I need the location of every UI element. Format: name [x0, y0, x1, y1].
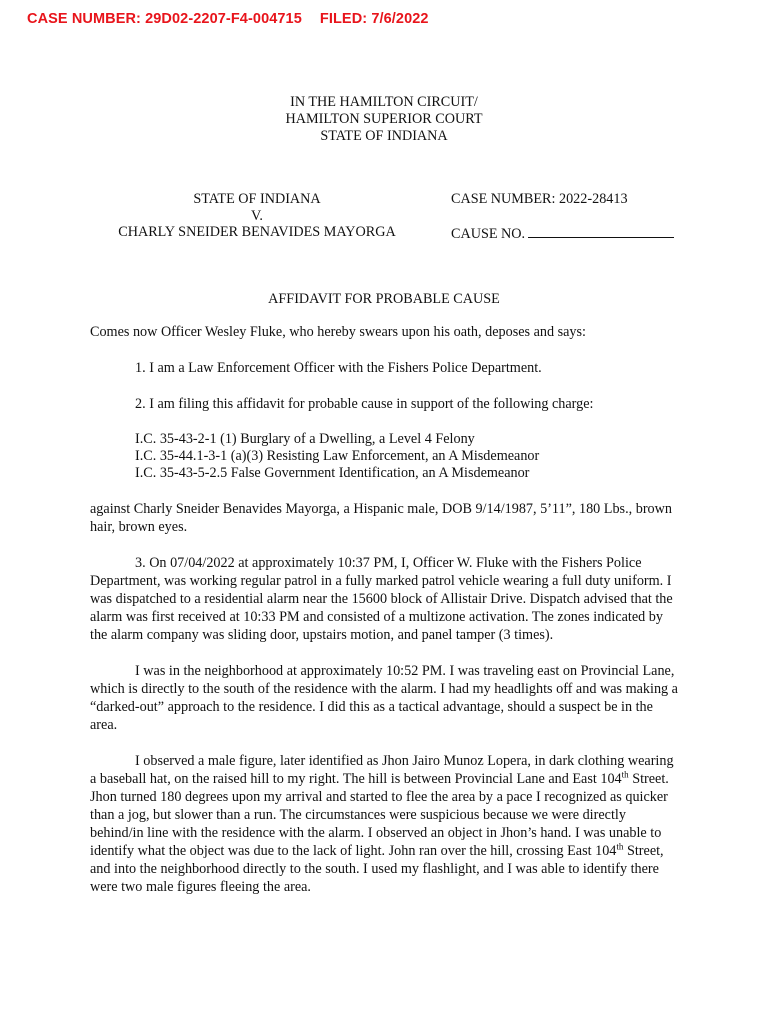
- case-caption-parties: [112, 191, 402, 241]
- paragraph-5-text-3: Street, and into the neighborhood directly to the south. I used my flashlight, and I was able to identify there were two male figures fleeing the area.: [90, 843, 664, 895]
- superscript-th-1: th: [621, 769, 629, 780]
- item-1: 1. I am a Law Enforcement Officer with the Fishers Police Department.: [135, 360, 542, 376]
- charge-1: I.C. 35-43-2-1 (1) Burglary of a Dwelling, a Level 4 Felony: [135, 431, 475, 447]
- case-caption-numbers: [451, 191, 711, 243]
- court-heading: [0, 94, 768, 145]
- caption-cause-label: CAUSE NO.: [451, 226, 526, 242]
- charges-list: [90, 431, 680, 482]
- charge-2: I.C. 35-44.1-3-1 (a)(3) Resisting Law Enforcement, an A Misdemeanor: [135, 448, 540, 464]
- superscript-th-2: th: [616, 841, 624, 852]
- caption-plaintiff: STATE OF INDIANA: [193, 191, 321, 207]
- caption-defendant: CHARLY SNEIDER BENAVIDES MAYORGA: [118, 224, 396, 240]
- cause-number-blank: [528, 224, 674, 238]
- document-title: AFFIDAVIT FOR PROBABLE CAUSE: [268, 291, 500, 307]
- paragraph-3: 3. On 07/04/2022 at approximately 10:37 PM, I, Officer W. Fluke with the Fishers Police Department, was working regular patrol in a fully marked patrol vehicle wearing a full duty uniform. I was dispatched to a residential alarm near the 15600 block of Allistair Drive. Dispatch advised that the alarm was first received at 10:33 PM and consisted of a multizone activation. The zones indicated by the alarm company was sliding door, upstairs motion, and panel tamper (3 times).: [90, 555, 673, 643]
- banner-case-number: CASE NUMBER: 29D02-2207-F4-004715: [27, 11, 302, 27]
- caption-cause-line: [451, 224, 711, 243]
- caption-versus: V.: [251, 207, 263, 224]
- court-line-1: IN THE HAMILTON CIRCUIT/: [290, 94, 478, 110]
- paragraph-5: [90, 752, 680, 896]
- court-line-2: HAMILTON SUPERIOR COURT: [285, 111, 483, 127]
- affidavit-body: [90, 323, 680, 896]
- case-header-banner: [27, 10, 429, 28]
- defendant-description: against Charly Sneider Benavides Mayorga, a Hispanic male, DOB 9/14/1987, 5’11”, 180 Lbs., brown hair, brown eyes.: [90, 501, 672, 535]
- paragraph-5-text-2: Street. Jhon turned 180 degrees upon my arrival and started to flee the area by a pace I recognized as quicker than a jog, but slower than a run. The circumstances were suspicious because we were directly behind/in line with the residence with the alarm. I observed an object in Jhon’s hand. I was unable to identify what the object was due to the lack of light. John ran over the hill, crossing East 104: [90, 771, 669, 859]
- paragraph-4: I was in the neighborhood at approximately 10:52 PM. I was traveling east on Provincial Lane, which is directly to the south of the residence with the alarm. I had my headlights off and was making a “darked-out” approach to the residence. I did this as a tactical advantage, should a suspect be in the area.: [90, 663, 678, 733]
- paragraph-5-text-1: I observed a male figure, later identified as Jhon Jairo Munoz Lopera, in dark clothing wearing a baseball hat, on the raised hill to my right. The hill is between Provincial Lane and East 104: [90, 753, 674, 787]
- intro-paragraph: Comes now Officer Wesley Fluke, who hereby swears upon his oath, deposes and says:: [90, 324, 586, 340]
- caption-case-number: CASE NUMBER: 2022-28413: [451, 191, 628, 207]
- banner-filed-date: FILED: 7/6/2022: [319, 11, 429, 27]
- item-2: 2. I am filing this affidavit for probable cause in support of the following charge:: [135, 396, 594, 412]
- court-line-3: STATE OF INDIANA: [320, 128, 448, 144]
- charge-3: I.C. 35-43-5-2.5 False Government Identification, an A Misdemeanor: [135, 465, 530, 481]
